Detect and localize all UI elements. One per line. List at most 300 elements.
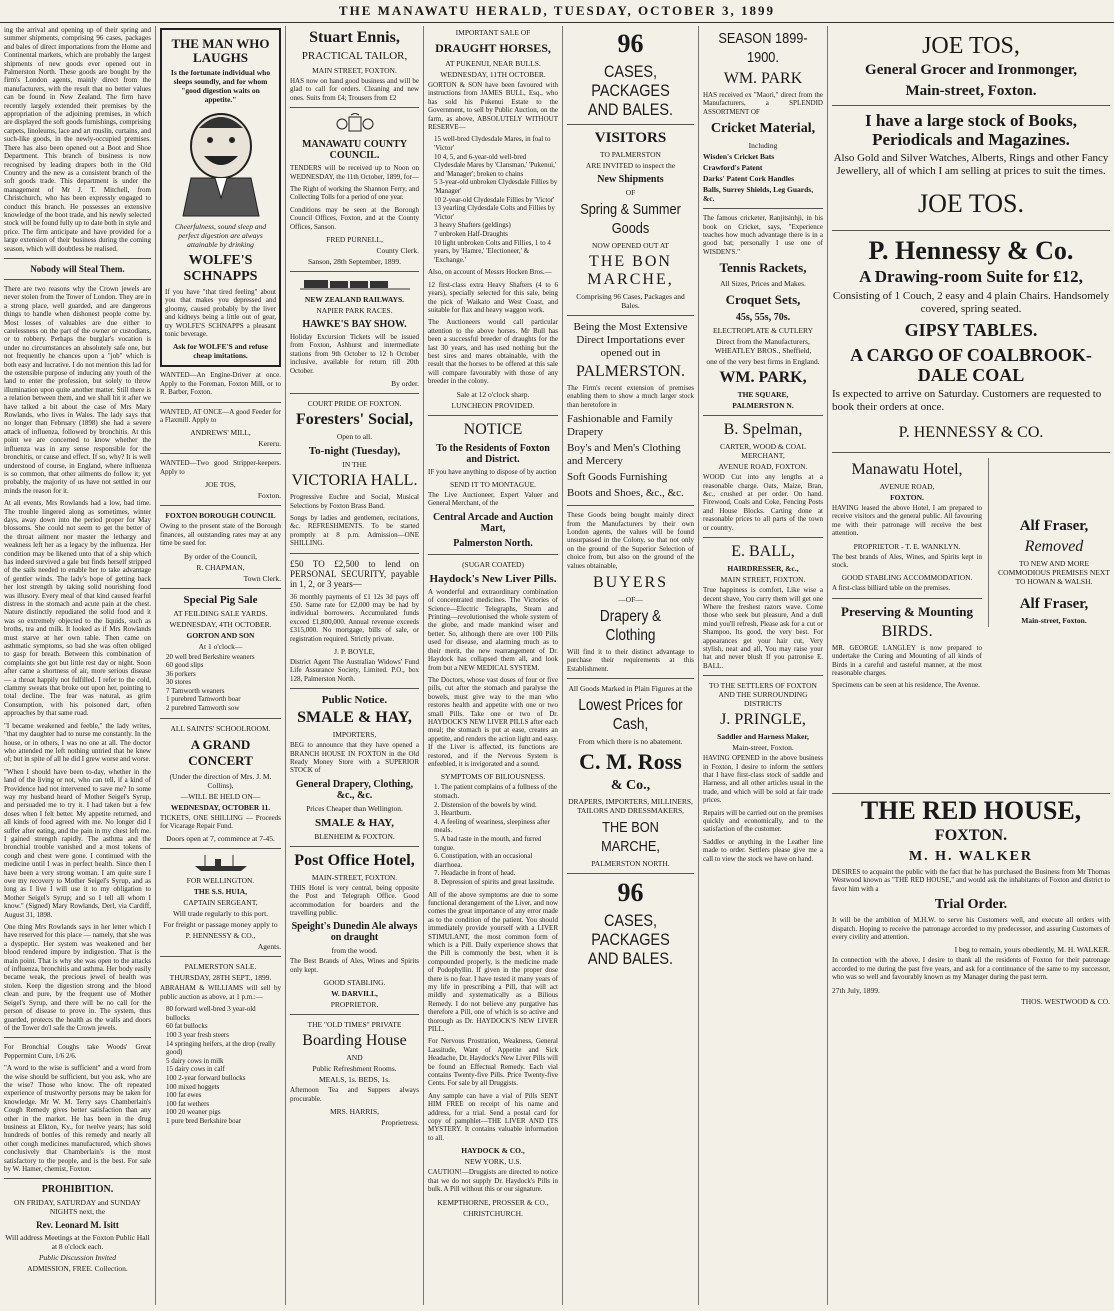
divider	[160, 402, 281, 403]
shipping-agent: P. HENNESSY & CO.,	[185, 931, 256, 941]
list-item: 7 unbroken Half-Draughts	[434, 229, 508, 238]
tailor-street: MAIN STREET, FOXTON.	[312, 66, 397, 75]
darvill-role: PROPRIETOR.	[330, 1000, 379, 1010]
social-hall: VICTORIA HALL.	[291, 472, 418, 490]
divider	[832, 452, 1110, 453]
pig-sale-firm: GORTON AND SON	[186, 630, 255, 640]
spring-goods: Spring & Summer Goods	[580, 201, 681, 237]
train-icon	[300, 277, 410, 291]
list-item: 13 yearling Clydesdale Colts and Fillies by 'Victor'	[434, 204, 555, 221]
symptoms-list	[434, 783, 558, 886]
tos-name-2: JOE TOS.	[918, 189, 1024, 218]
drapery-clothing: Drapery & Clothing	[599, 608, 662, 645]
notice-body: IF you have anything to dispose of by auction	[428, 467, 557, 476]
county-date: Sanson, 28th September, 1899.	[307, 257, 402, 267]
marked-text: All Goods Marked in Plain Figures at the	[568, 684, 693, 694]
shipping-role: Agents.	[257, 942, 281, 952]
ball-verse: True happiness is comfort, Like wise a decent shave, You curry them will get one Where the freshest razors wave. Come those who seek but pleasure, And a dull mind you'll refresh, Please ask for a cut or Shampoo, Its good, the very best. For appearances get your hair cut, Very stylish, neat and all, You may raise your hat and never blush If you patronise E. BALL.	[703, 586, 823, 670]
divider	[4, 258, 151, 259]
concert-held: —WILL BE HELD ON—	[180, 791, 261, 801]
divider	[703, 415, 823, 416]
haydock-caution: CAUTION!—Druggists are directed to notice that we do not supply Dr. Haydock's Pills in bulk. A Pill without this or our signature.	[428, 1168, 558, 1194]
divider	[567, 873, 694, 874]
cricket-item: Balls, Surrey Shields, Leg Guards, &c.	[703, 185, 814, 204]
list-item: 100 3 year fresh steers	[166, 1031, 229, 1040]
cricket-item: Darks' Patent Cork Handles	[703, 174, 795, 184]
brands: The best brands of Ales, Wines, and Spirits kept in stock.	[832, 552, 982, 570]
divider	[290, 271, 419, 272]
sale-lunch: LUNCHEON PROVIDED.	[451, 400, 535, 410]
council-heading: FOXTON BOROUGH COUNCIL	[165, 511, 276, 521]
county-role: County Clerk.	[376, 246, 419, 256]
tailor-body: HAS now on hand good business and will be glad to call for orders. Cleaning and new ones. Suits from £4; Trousers from £2	[290, 77, 419, 102]
boarding-name: MRS. HARRIS,	[330, 1107, 379, 1117]
notice-body: The Live Auctioneer, Expert Valuer and General Merchant, of the	[428, 491, 558, 508]
notice-place: Palmerston North.	[453, 537, 533, 549]
list-item: 100 fat wethers	[166, 1099, 210, 1108]
haydock-body: Any sample can have a vial of Pills SENT HIM FREE on receipt of his name and address, for a trial. Send a postal card for copy of pamphlet—THE LIVER AND ITS MYSTERY. It contains valuable information to all.	[428, 1091, 558, 1142]
article-body: At all events, Mrs Rowlands had a low, bad time. The trouble lingered along as sometimes, winter days, away down into the period proper for May blossoms. She could not seem to get the better of the throat ailment nor master the lethargy and weakness left her as a legacy by the influenza. Her condition may be likened unto that of a ship which has indeed survived a gale but finds herself stripped of the sails needed to enable her to take advantage of gentler winds. The lady's hope of getting back her lost strength by taking solid nourishing food was illusory. Every meal of that kind caused fearful distress in the stomach and acute pain at the chest. Nature distinctly repudiated the solid food and it was so extremely objected to the liquids, such as broths, tea and milk. It looked as if Mrs Rowlands must starve at her own table. Then came on asthmatic symptoms, so bad she was often obliged to gasp for breath. Between this combination of complaints she got but little rest day or night. Soon after came a shortness of air, more serious disease — a throat happily not fulfilled. I refer to the cold, clammy sweats that broke out upon her, pointing to total decline. The fear was natural, as grim Consumption, with his poisoned dart, often approaches by that same road.	[4, 499, 151, 718]
column-4	[424, 26, 563, 1305]
tos-street: Main-street, Foxton.	[905, 83, 1037, 99]
langley-body: MR. GEORGE LANGLEY is now prepared to undertake the Curing and Mounting of all kinds of Birds in a careful and tasteful manner, at the most reasonable charges.	[832, 643, 982, 678]
list-item: 100 fat ewes	[166, 1091, 202, 1100]
haydock-body: A wonderful and extraordinary combination of concentrated medicines. The Victories of Science—Electric Telegraphs, Steam and Printing—revolutionised the whole system of the globe, and made mankind wiser and better. So, although there are over 100 Pills used for disease, and alarming much as to their merit, the new rearrangement of Dr. Haydock has collapsed them all, and look from but a NEW MEDICAL SYSTEM.	[428, 587, 558, 672]
list-item: 80 forward well-bred 3 year-old bullocks	[166, 1005, 256, 1022]
speight-from: from the wood.	[331, 946, 378, 956]
avenue-road: AVENUE ROAD,	[879, 482, 935, 491]
fraser-ad	[988, 458, 1114, 627]
column-7	[828, 26, 1114, 1305]
divider	[4, 1037, 151, 1038]
manawatu-heading: Manawatu Hotel,	[851, 461, 963, 478]
birds-heading: BIRDS.	[881, 622, 933, 640]
bon-cases-2: CASES, PACKAGES AND BALES.	[587, 911, 674, 969]
list-item: 15 well-bred Clydesdale Mares, in foal to 'Victor'	[434, 135, 551, 153]
concert-sub: (Under the direction of Mrs. J. M. Collins),	[169, 771, 272, 790]
haydock-agents: CHRISTCHURCH.	[463, 1208, 523, 1218]
social-body: Songs by ladies and gentlemen, recitations, &c. REFRESHMENTS. To be started promptly at 8 p.m. Admission—ONE SHILLING.	[290, 513, 419, 548]
wanted-name: ANDREWS' MILL,	[190, 428, 251, 438]
divider	[160, 848, 281, 849]
boarding-tea: Afternoon Tea and Suppers always procurable.	[290, 1086, 419, 1103]
list-item: 1 purebred Tamworth boar	[166, 695, 241, 704]
list-item: 60 good slips	[166, 661, 204, 670]
sale-heading: DRAUGHT HORSES,	[435, 41, 551, 55]
square: THE SQUARE,	[737, 390, 789, 400]
sale-body: The Auctioneers would call particular attention to the above horses. Mr Bull has been a successful breeder of draughts for the last 30 years, and has used nothing but the best sires and mares obtainable, with the result that the horses to be offered at this sale will compare favourably with those of any breeder in the colony.	[428, 318, 558, 386]
smale-heading: SMALE & HAY,	[297, 709, 412, 727]
cricket-quote: The famous cricketer, Ranjitsinhji, in his book on Cricket, says, "Experience teaches how much advantage there is in a good bat; personally I use one of WISDEN'S."	[703, 214, 823, 256]
palm-sale-heading: PALMERSTON SALE.	[184, 962, 257, 972]
list-item: 8. Depression of spirits and great lassitude.	[434, 877, 555, 886]
removed-heading: Removed	[1024, 538, 1084, 555]
rail-sub: NAPIER PARK RACES.	[316, 306, 393, 316]
county-heading: MANAWATU COUNTY COUNCIL.	[301, 139, 408, 162]
column-6	[699, 26, 828, 1305]
county-name: FRED PURNELL,	[326, 235, 383, 245]
fraser-heading: Alf Fraser,	[1019, 518, 1089, 534]
smale-body: BEG to announce that they have opened a BRANCH HOUSE IN FOXTON in the Old Ready Money Store with a SUPERIOR STOCK of	[290, 741, 419, 775]
smale-sub: IMPORTERS,	[332, 730, 377, 740]
of-text: OF	[625, 188, 636, 197]
cricket-heading: Cricket Material,	[710, 121, 816, 137]
electro-heading: ELECTROPLATE & CUTLERY	[713, 326, 813, 336]
tailor-sub: PRACTICAL TAILOR,	[301, 50, 408, 62]
wolfe-ask: Ask for WOLFE'S and refuse cheap imitations.	[172, 342, 269, 361]
list-item: 2 purebred Tamworth sow	[166, 704, 240, 713]
ship-icon	[191, 854, 251, 872]
foxton-label: FOXTON.	[890, 493, 924, 502]
ad-title: THE MAN WHO LAUGHS	[171, 36, 270, 65]
wolfe-title: WOLFE'S SCHNAPPS	[183, 253, 258, 284]
list-item: 60 fat bullocks	[166, 1022, 208, 1031]
divider	[567, 678, 694, 679]
advantage-text: Will find it to their distinct advantage to purchase their requirements at this Establishment.	[567, 648, 694, 673]
being-text: Being the Most Extensive Direct Importations ever opened out in	[573, 321, 688, 359]
tos-sub: General Grocer and Ironmonger,	[865, 62, 1077, 78]
list-item: 6. Constipation, with an occasional diarrhoea.	[434, 852, 533, 869]
prohibition-footer: ADMISSION, FREE. Collection.	[27, 1264, 128, 1274]
croquet-price: 45s, 55s, 70s.	[735, 312, 791, 324]
manawatu-body: HAVING leased the above Hotel, I am prepared to receive visitors and the general public. All favouring me with their patronage will receive the best attention.	[832, 504, 982, 538]
no-abatement: From which there is no abatement.	[578, 737, 683, 747]
boarding-meals: MEALS, 1s. BEDS, 1s.	[318, 1075, 391, 1085]
article-quote: "When I should have been to-day, whether in the land of the living or not, who can tell, if a kind of Providence had not intervened to save me? In some way my husband heard of Mother Seigel's Syrup, and persuaded me to try it. I had taken but a few doses when I felt better. My appetite returned, and all kinds of food agreed with me. No longer did I suffer after eating, and the pain in my chest left me. I gained strength rapidly. The asthma and the bronchial trouble vanished and a most tokens of cough and chest were gone. I continued with the medicine until I was in perfect health. Since then I have been a very strong woman. I am quite sure I owe my recovery to Mother Seigel's Syrup, and as long as I live I will use it to my obligation to Mother Seigel's Syrup; and so I tell all whom I know." (Signed) Mary Rowlands, Derl, via Cardiff, August 31, 1898.	[4, 767, 151, 919]
cricket-item: Crawford's Patent	[703, 163, 763, 173]
including: Including	[748, 141, 778, 151]
column-5	[563, 26, 699, 1305]
palmerston: PALMERSTON.	[576, 363, 685, 380]
tennis-heading: Tennis Rackets,	[719, 260, 807, 276]
pringle-body: Repairs will be carried out on the premises quickly and economically, and to the satisfaction of the customer.	[703, 808, 823, 834]
divider	[703, 675, 823, 676]
divider	[832, 230, 1110, 231]
prohibition-heading: PROHIBITION.	[41, 1184, 114, 1196]
ross-co: & Co.,	[610, 778, 651, 794]
darvill-name: W. DARVILL,	[331, 989, 378, 999]
list-item: 7 Tamworth weaners	[166, 686, 225, 695]
park-body: HAS received ex "Maori," direct from the Manufacturers, a SPLENDID ASSORTMENT OF	[703, 91, 823, 116]
now-open: NOW OPENED OUT AT	[591, 241, 669, 250]
boarding-sub: Public Refreshment Rooms.	[312, 1064, 397, 1074]
season-heading: SEASON 1899-1900.	[718, 30, 808, 66]
divider	[160, 956, 281, 957]
boarding-role: Proprietress.	[381, 1118, 419, 1128]
palm-north: PALMERSTON NORTH.	[591, 859, 670, 869]
walker-name: M. H. WALKER	[908, 849, 1034, 864]
shipping-vessel: THE S.S. HUIA,	[193, 887, 248, 897]
hennessy-name-2: P. HENNESSY & CO.	[898, 424, 1044, 441]
notice-heading: NOTICE	[463, 420, 523, 438]
column-1	[0, 26, 156, 1305]
new-shipments: New Shipments	[597, 174, 664, 185]
smale-goods: General Drapery, Clothing, &c., &c.	[295, 778, 414, 801]
walker-body: It will be the ambition of M.H.W. to serve his Customers well, and execute all orders with dispatch. Hoping to receive the patronage accorded to my predecessor, and assuring Customers of every civility and attention.	[832, 916, 1110, 942]
divider	[290, 553, 419, 554]
loan-name: J. P. BOYLE,	[334, 646, 375, 656]
post-hotel-body: THIS Hotel is very central, being opposite the Post and Telegraph Office. Good accommodation for boarders and the travelling public.	[290, 883, 419, 918]
list-item: 5. A bad taste in the mouth, and furred tongue.	[434, 834, 542, 852]
divider	[290, 846, 419, 847]
divider	[832, 105, 1110, 106]
spelman-body: WOOD Cut into any lengths at a reasonable charge. Oats, Maize, Bran, &c., crushed at per order. On hand. Firewood, Coals and Coke, Fencing Posts and House Blocks. Carting done at reasonable prices to all parts of the town or country.	[703, 473, 823, 532]
fraser-street: Main-street, Foxton.	[1021, 616, 1087, 625]
list-item: 3 heavy Shafters (geldings)	[434, 221, 511, 230]
palm-sale-date: THURSDAY, 28TH SEPT., 1899.	[169, 973, 272, 983]
list-item: 20 well bred Berkshire weaners	[166, 652, 255, 661]
ad-subtitle: Is the fortunate individual who sleeps soundly, and for whom "good digestion waits on appetite."	[170, 68, 271, 104]
prohibition-body: Will address Meetings at the Foxton Public Hall at 8 o'clock each.	[5, 1233, 150, 1252]
books-heading: I have a large stock of Books, Periodicals and Magazines.	[864, 111, 1078, 149]
prohibition-speaker: Rev. Leonard M. Isitt	[36, 1220, 119, 1231]
palmerston-n: PALMERSTON N.	[732, 401, 794, 411]
hennessy-heading: P. Hennessy & Co.	[868, 236, 1074, 265]
pringle-sub: Saddler and Harness Maker,	[717, 732, 809, 742]
social-date: To-night (Tuesday),	[308, 445, 401, 458]
pringle-body: Saddles or anything in the Leather line made to order. Settlers please give me a call to view the stock we have on hand.	[703, 837, 823, 863]
social-in: IN THE	[342, 460, 367, 470]
coat-of-arms-icon	[335, 113, 375, 135]
rail-heading: NEW ZEALAND RAILWAYS.	[304, 295, 405, 305]
concert-heading: A GRAND CONCERT	[188, 736, 253, 768]
suite-heading: A Drawing-room Suite for £12,	[859, 267, 1083, 286]
council-role: Town Clerk.	[243, 573, 281, 583]
line-item: Boy's and Men's Clothing and Mercery	[567, 442, 681, 468]
sale-body: GORTON & SON have been favoured with instructions from JAMES BULL, Esq., who has sold his Pukenui Estate to the Government, to sell by Public Auction, on the farm, as above, ABSOLUTELY WITHOUT RESERVE—	[428, 81, 558, 132]
palm-sale-body: ABRAHAM & WILLIAMS will sell by public auction as above, at 1 p.m.:—	[160, 984, 281, 1001]
pringle-name: J. PRINGLE,	[720, 711, 806, 729]
divider	[160, 453, 281, 454]
divider	[703, 537, 823, 538]
settlers: TO THE SETTLERS OF FOXTON AND THE SURROUNDING DISTRICTS	[709, 681, 817, 709]
pringle-body: HAVING OPENED in the above business in Foxton, I desire to inform the settlers that I have first-class stock of saddle and Harness, and all other articles usual in the trade, and which will be sold at fair trade prices.	[703, 754, 823, 805]
list-item: 7. Headache in front of head.	[434, 869, 516, 878]
divider	[290, 393, 419, 394]
wanted-ad: WANTED—An Engine-Driver at once. Apply to the Foreman, Foxton Mill, or to R. Barber, Foxton.	[160, 371, 281, 397]
walker-body: DESIRES to acquaint the public with the fact that he has purchased the Business from Mr Thomas Westwood known as "THE RED HOUSE," and would ask the inhabitants of Foxton and district to favor him with a	[832, 868, 1110, 893]
loan-heading: £50 TO £2,500 to lend on PERSONAL SECURITY, payable in 1, 2, or 3 years—	[290, 558, 419, 589]
county-body: TENDERS will be received up to Noon on WEDNESDAY, the 11th October, 1899, for—	[290, 164, 419, 181]
concert-doors: Doors open at 7, commence at 7-45.	[166, 834, 275, 844]
divider	[567, 124, 694, 125]
red-house-heading: THE RED HOUSE,	[860, 796, 1082, 825]
fraser-heading-2: Alf Fraser,	[1019, 596, 1089, 612]
boarding-heading: Boarding House	[302, 1032, 407, 1050]
divider	[160, 718, 281, 719]
sale-time: Sale at 12 o'clock sharp.	[456, 389, 530, 399]
tennis-sub: All Sizes, Prices and Makes.	[720, 279, 806, 289]
cough-notice: For Bronchial Coughs take Woods' Great Peppermint Cure, 1/6 2/6.	[4, 1043, 151, 1060]
ball-street: MAIN STREET, FOXTON.	[720, 575, 806, 585]
comprising: Comprising 96 Cases, Packages and Bales.	[576, 292, 685, 310]
old-times: THE "OLD TIMES" PRIVATE	[307, 1020, 402, 1030]
article-quote: "I became weakened and feeble," the lady writes, "that my daughter had to nurse me constantly. In the house, or in others, I was no one at all. The doctor who attended me left nothing untried that he knew of; but in spite of all he did I grew worse and worse.	[4, 721, 151, 764]
ball-name: E. BALL,	[731, 543, 795, 561]
divider	[832, 598, 982, 599]
divider	[428, 415, 558, 416]
concert-date: WEDNESDAY, OCTOBER 11.	[170, 802, 271, 812]
extension-text: The Firm's recent extension of premises enabling them to show a much larger stock than heretofore in	[567, 384, 694, 409]
list-item: 36 porkers	[166, 669, 196, 678]
westwood-sign: THOS. WESTWOOD & CO.	[1021, 996, 1110, 1006]
wanted-ad: WANTED—Two good Stripper-keepers. Apply to	[160, 459, 281, 476]
divider	[832, 793, 1110, 794]
ross-name: C. M. Ross	[579, 749, 682, 775]
divider	[160, 588, 281, 589]
speight-body: The Best Brands of Ales, Wines and Spirits only kept.	[290, 957, 419, 974]
social-body: Progressive Euchre and Social, Musical Selections by Foxton Brass Band.	[290, 493, 419, 510]
suite-body: Consisting of 1 Couch, 2 easy and 4 plain Chairs. Handsomely covered, spring seated.	[832, 290, 1110, 315]
wolfe-body: If you have "that tired feeling" about you that makes you depressed and gloomy, caused probably by the liver and kidneys being a little out of gear, try WOLFE'S SCHNAPPS a pleasant tonic beverage.	[165, 288, 276, 339]
list-item: 100 2-year forward bullocks	[166, 1074, 246, 1083]
list-item: 100 20 weaner pigs	[166, 1108, 221, 1117]
rail-show: HAWKE'S BAY SHOW.	[302, 319, 407, 331]
list-item: 14 springing heifers, at the drop (really good)	[166, 1039, 276, 1057]
notice-mart: Central Arcade and Auction Mart,	[432, 511, 554, 534]
gipsy-heading: GIPSY TABLES.	[904, 320, 1038, 340]
rail-order: By order.	[391, 379, 419, 389]
column-2	[156, 26, 286, 1305]
preserving-heading: Preserving & Mounting	[841, 603, 973, 619]
loan-role: District Agent The Australian Widows' Fund Life Assurance Society, Limited. P.O., box 128, Palmerston North.	[290, 657, 419, 683]
haydock-body: For Nervous Prostration, Weakness, General Lassitude, Want of Appetite and Sick Headache, Dr. Haydock's New Liver Pills will be found an Effectual Remedy. Each vial contains Twenty-five Pills. Price Twenty-five Cents. For sale by all Druggists.	[428, 1037, 558, 1088]
divider	[4, 1178, 151, 1179]
council-order: By order of the Council,	[183, 551, 258, 561]
public-notice: Public Notice.	[321, 694, 388, 707]
coal-heading: A CARGO OF COALBROOK-DALE COAL	[850, 345, 1092, 385]
cricket-item: Wisden's Cricket Bats	[703, 152, 775, 162]
tos-name: JOE TOS,	[922, 33, 1020, 59]
sale-list	[434, 135, 558, 264]
line-item: Soft Goods Furnishing	[567, 471, 668, 484]
list-item: 4. A feeling of weariness, sleepiness after meals.	[434, 817, 550, 835]
smale-heading-2: SMALE & HAY,	[315, 816, 394, 829]
park-name-2: WM. PARK,	[719, 369, 807, 387]
list-item: 100 mixed hoggets	[166, 1082, 220, 1091]
line-item: Boots and Shoes, &c., &c.	[567, 487, 684, 500]
bon-marche-2: THE BON MARCHE,	[601, 819, 660, 856]
electro-body: Direct from the Manufacturers, WHEATLEY BROS., Sheffield,	[714, 337, 812, 356]
coal-body: Is expected to arrive on Saturday. Customers are requested to book their orders at once.	[832, 388, 1102, 413]
list-item: 15 dairy cows in calf	[166, 1065, 225, 1074]
boarding-and: AND	[346, 1053, 363, 1063]
shipping-body: Will trade regularly to this port.	[172, 909, 269, 919]
haydock-body: The Doctors, whose vast doses of four or five pills, cut after the stomach and paralyse the bowels, must give way to the man who restores health and appetite with one or two small Pills. Take one or two of Dr. HAYDOCK'S NEW LIVER PILLS after each meal; the stomach is put at ease, creates an appetite, and renders the action light and easy. If the Liver is affected, its functions are restored, and if the Nervous System is enfeebled, it is invigorated and a sound.	[428, 675, 558, 768]
westwood-date: 27th July, 1899.	[832, 985, 880, 995]
masthead: THE MANAWATU HERALD, TUESDAY, OCTOBER 3, 1899	[0, 0, 1114, 23]
council-name: R. CHAPMAN,	[196, 562, 245, 572]
billiard: A first-class billiard table on the premises.	[832, 584, 951, 593]
manawatu-hotel-ad	[832, 458, 982, 694]
spelman-name: B. Spelman,	[723, 421, 803, 439]
divider	[428, 554, 558, 555]
lowest-prices: Lowest Prices for Cash,	[578, 697, 683, 734]
pig-sale-heading: Special Pig Sale	[183, 593, 258, 606]
pig-sale-time: At 1 o'clock—	[198, 641, 243, 651]
list-item: 5 3-year-old unbroken Clydesdale Fillies by 'Manager'	[434, 178, 558, 195]
pig-sale-list	[166, 653, 281, 713]
stabling-text: GOOD STABLING ACCOMMODATION.	[841, 573, 973, 583]
palm-sale-list	[166, 1005, 281, 1125]
loan-body: 36 monthly payments of £1 12s 3d pays off £50. Same rate for £2,000 may be had by individual borrowers. Accumulated funds exceed £1,800,000. Annual revenue exceeds £315,000. No mortgage, bills of sale, or registration required. Strictly private.	[290, 592, 419, 643]
buyers-of: —OF—	[618, 595, 643, 605]
article-intro: ing the arrival and opening up of their spring and summer shipments, comprising 96 cases, packages and bales of direct importations from the Home and Continental markets, which are probably the largest shipments of new goods ever opened out in Palmerston North. These goods are bought by the firm's London agents, mainly direct from the manufacturers, with the result that no better values can be found in New Zealand. The firm have recently largely extended their premises by the appropriation of the adjoining premises, in which are displayed the soft goods furnishings, comprising carpets, linoleums, lace and art muslin, curtains, and such-like goods, in the newly-occupied premises. There has also been opened out a Boot and Shoe Department. This branch of business is now recognised by leading drapers both in the Old Country and the new as a consistent branch of the soft goods trade. This department is under the management of Mr J. T. Mitchell, from Christchurch, who has been expressly engaged to conduct this branch. He possesses an extensive knowledge of the boot trade, and his newly selected stock will be found fully up to date both in style and price. The firm anticipate and have provided for a large extension of their business during the coming season, which will doubtless be realised.	[4, 26, 151, 253]
list-item: 2. Distension of the bowels by wind.	[434, 800, 537, 809]
divider	[290, 1014, 419, 1015]
county-body: The Right of working the Shannon Ferry, and Collecting Tolls for a period of one year.	[290, 185, 419, 202]
wolfe-ad	[160, 28, 281, 367]
list-item: 10 2-year-old Clydesdale Fillies by 'Victor'	[434, 195, 555, 204]
school-heading: ALL SAINTS' SCHOOLROOM.	[170, 723, 271, 733]
shipping-freight: For freight or passage money apply to	[163, 920, 278, 930]
sugar-coated: (SUGAR COATED)	[462, 559, 524, 569]
bon-96-2: 96	[617, 878, 644, 908]
buyers-heading: BUYERS	[592, 574, 669, 592]
divider	[290, 688, 419, 689]
shipping-heading: FOR WELLINGTON.	[186, 876, 255, 886]
line-item: Fashionable and Family Drapery	[567, 413, 673, 439]
removed-body: TO NEW AND MORE COMMODIOUS PREMISES NEXT TO HOWAN & WALSH.	[998, 559, 1110, 586]
proprietor: PROPRIETOR - T. E. WANKLYN.	[853, 541, 961, 551]
rail-body: Holiday Excursion Tickets will be issued from Foxton, Ashhurst and intermediate stations from 9th October to 12 h October inclusive, available for return till 20th October.	[290, 333, 419, 375]
list-item: 5 dairy cows in milk	[166, 1056, 224, 1065]
post-hotel-heading: Post Office Hotel,	[294, 851, 415, 869]
ad-caption: Cheerfulness, sound sleep and perfect digestion are always attainable by drinking	[174, 222, 267, 249]
pringle-street: Main-street, Foxton.	[732, 743, 794, 753]
divider	[567, 315, 694, 316]
invited: ARE INVITED to inspect the	[585, 161, 676, 170]
wanted-ad: WANTED, AT ONCE—A good Feeder for a Flaxmill. Apply to	[160, 407, 281, 425]
watches-text: Also Gold and Silver Watches, Alberts, Rings and other Fancy Jewellery, all of which I am selling at prices to suit the times.	[833, 152, 1109, 177]
langley-body: Specimens can be seen at his residence, The Avenue.	[832, 681, 980, 690]
to-palmerston: TO PALMERSTON	[600, 150, 661, 159]
sale-sub: AT PUKENUI, NEAR BULLS.	[445, 59, 541, 68]
social-open: Open to all.	[336, 432, 373, 442]
county-body: Conditions may be seen at the Borough Council Offices, Foxton, and at the County Offices, Sanson.	[290, 205, 419, 231]
sale-pre: IMPORTANT SALE OF	[455, 28, 531, 37]
spelman-road: AVENUE ROAD, FOXTON.	[718, 462, 808, 472]
haydock-heading: Haydock's New Liver Pills.	[429, 572, 557, 585]
notice-sub: To the Residents of Foxton and District.	[436, 442, 550, 465]
haydock-addr: NEW YORK, U.S.	[464, 1157, 522, 1167]
wanted-name: JOE TOS,	[205, 480, 236, 490]
list-item: 30 stores	[166, 678, 192, 687]
concert-tickets: TICKETS, ONE SHILLING — Proceeds for Vicarage Repair Fund.	[160, 813, 281, 831]
electro-body: one of the very best firms in England.	[706, 357, 820, 367]
post-hotel-street: MAIN-STREET, FOXTON.	[311, 872, 398, 882]
social-title: Foresters' Social,	[295, 411, 413, 429]
walker-sign: I beg to remain, yours obediently, M. H. WALKER.	[954, 945, 1110, 955]
visitors-heading: VISITORS	[594, 130, 667, 146]
article-heading: Nobody will Steal Them.	[30, 263, 125, 274]
bought-text: These Goods being bought mainly direct from the Manufacturers by their own London agents, the values will be found unsurpassed in the Colony, so that not only on the ground of the Superior Selection of choice from, but also on the ground of the values obtainable,	[567, 511, 694, 570]
article-quote: One thing Mrs Rowlands says in her letter which I have reserved for this place — namely, that she was a dyspeptic. Her system was weakened and her blood rendered impure by indigestion. That is the main point. That is why she was open to the attacks of influenza, bronchitis and asthma. Her body easily became weak, the precious jewel of health was stolen. Keep the digestion strong and the blood clean and pure, by the frequent use of Mother Seigel's Syrup, and there will be no call for the person of disease to prove in. The system, thus guarded, protects the health as the walls and doors of the Tower do'l safe the Crown jewels.	[4, 923, 151, 1032]
westwood-body: In connection with the above, I desire to thank all the residents of Foxton for their patronage accorded to me during the past five years, and ask for a continuance of the same to my successor, who was so well and favourably known as my Manager during the past term.	[832, 956, 1110, 982]
haydock-co: HAYDOCK & CO.,	[461, 1146, 525, 1156]
notice-send: SEND IT TO MONTAGUE.	[449, 480, 537, 490]
list-item: 1. The patient complains of a fullness of the stomach.	[434, 783, 557, 800]
symptoms-heading: SYMPTOMS OF BILIOUSNESS.	[440, 772, 546, 782]
cough-notice: "A word to the wise is sufficient" and a word from the wise should be sufficient, but you ask, who are the wise? Those who know. The oft repeated experience of trustworthy persons may be taken for knowledge. Mr W. M. Terry says Chamberlain's Cough Remedy gives better satisfaction than any other in the market. He has been in the drug business at Elkton, Ky., for twelve years; has sold hundreds of bottles of this remedy and nearly all other cough medicines manufactured, which shows conclusively that Chamberlain's is the most satisfactory to the people, and is the best. For sale by W. Hamer, chemist, Foxton.	[4, 1064, 151, 1173]
divider	[703, 208, 823, 209]
divider	[160, 505, 281, 506]
croquet-heading: Croquet Sets,	[725, 292, 801, 308]
smale-sub-2: BLENHEIM & FOXTON.	[314, 831, 395, 841]
wanted-place: Kereru.	[258, 439, 281, 449]
article-body: There are two reasons why the Crown jewels are never stolen from the Tower of London. They are in a strong place, well guarded, and are dangerous things to handle when dishonest people come by. Most losses of valuables are due either to carelessness on the part of the owner or custodians, or to robbery. Perhaps the burglar's vocation is under no circumstances an absolutely safe one, but not frequently he chances upon a "job" which is both easy and lucrative. I do not mention this lad for the ostensible purpose of inducing any youth of the land to enter the profession, but solely to throw illumination upon quite another matter. Still there is a relation between them, and we shall hit it after we have talked a bit about the case of Mrs Mary Rowlands, who lives in Wales. The lady says that no longer than February (1898) she had a severe attack of influenza, followed by bronchitis. At this point we are concerned to know whether the influenza was in any sense responsible for the bronchitis, or cause and effect. If so, why? It is well understood of course, in England, where influenza is so common, that other ailments do follow it; yet probably, the majority of us have not settled in our minds the reason for it.	[4, 284, 151, 495]
column-3	[286, 26, 424, 1305]
